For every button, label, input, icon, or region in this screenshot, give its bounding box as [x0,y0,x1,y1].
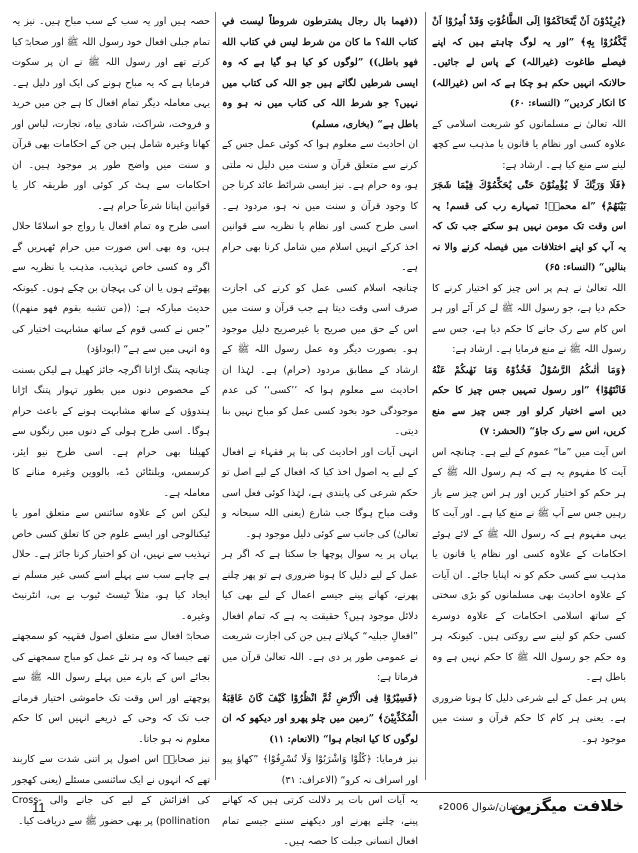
magazine-title: خلافت میگزین [511,796,624,815]
paragraph: یہاں پر یہ سوال پوچھا جا سکتا ہے کہ اگر ہر عمل کے لیے دلیل کا ہونا ضروری ہے تو پھر چلنے پھرنے، کھانے پینے جیسے اعمال کے لیے بھی کیا دلائل موجود ہیں؟ حقیقت یہ ہے کہ تمام افعال ”افعالِ جبلیہ“ کہلاتے ہیں جن کی اجازت شریعت نے عمومی طور پر دی ہے۔ اللہ تعالیٰ قرآن میں فرماتا ہے: [222,549,418,683]
paragraph: حصہ ہیں اور یہ سب کے سب مباح ہیں۔ نیز یہ تمام جبلی افعال خود رسول اللہ ﷺ اور صحابہؓ کیا کرتے تھے اور رسول اللہ ﷺ نے ان پر سکوت فرمایا ہے کہ یہ مباح ہونے کی ایک اور دلیل ہے۔ یہی معاملہ دیگر تمام افعال کا ہے جن میں خرید و فروخت، شراکت، شادی بیاہ، تجارت، لباس اور کھانا وغیرہ شامل ہیں جن کے احکامات بھی قرآن و سنت میں واضح طور پر موجود ہیں۔ ان احکامات سے ہٹ کر کوئی اور طریقہ کار یا قوانین اپنانا شرعاً حرام ہے۔ [12,16,210,212]
paragraph: ((فهما بال رجال يشترطون شروطاً ليست في كتاب الله؟ ما كان من شرط ليس في كتاب الله فهو باطل)) ”لوگوں کو کیا ہو گیا ہے کہ وہ ایسی شرطیں لگاتے ہیں جو اللہ کی کتاب میں نہیں؟ جو شرط اللہ کی کتاب میں نہ ہو وہ باطل ہے“ (بخاری، مسلم) [222,16,418,130]
paragraph: چنانچہ پتنگ اڑانا اگرچہ جائز کھیل ہے لیکن بسنت کے مخصوص دنوں میں بطور تہوار پتنگ اڑانا ہندوؤں کے ساتھ مشابہت ہونے کے باعث حرام ہوگا۔ اسی طرح ہولی کے دنوں میں رنگوں سے کھیلنا بھی حرام ہے۔ اسی طرح نیو ایئر، کرسمس، ویلنٹائن ڈے، بالووین وغیرہ منانے کا معاملہ ہے۔ [12,364,210,499]
paragraph: ﴿فَلَا وَرَبِّكَ لَا يُؤْمِنُوْنَ حَتّٰى يُحَكِّمُوْكَ فِيْمَا شَجَرَ بَيْنَهُمْ﴾ ”اے محمدؐ! تمہارے رب کی قسم! یہ اس وقت تک مومن نہیں ہو سکتے جب تک کہ یہ آپ کو اپنے اختلافات میں فیصلہ کرنے والا نہ بنالیں“ (النساء: ۶۵) [432,180,626,273]
paragraph: یہ آیات اس بات پر دلالت کرتی ہیں کہ کھانے پینے، چلنے پھرنے اور دیکھنے سننے جیسے تمام افعال انسانی جبلت کا حصہ ہیں۔ [222,795,418,847]
paragraph: صحابہؓ افعال سے متعلق اصول فقہیہ کو سمجھتے تھے جیسا کہ وہ ہر نئے عمل کو مباح سمجھنے کی بجائے اس کے بارے میں پہلے رسول اللہ ﷺ سے پوچھتے اور اس وقت تک خاموشی اختیار فرماتے جب تک کہ وحی کے ذریعے انہیں اس کا حکم معلوم نہ ہو جاتا۔ [12,631,210,745]
column-right [432,12,626,780]
column-divider [425,12,426,780]
column-divider [215,12,216,780]
paragraph: ﴿فَسِيْرُوْا فِى الْاَرْضِ ثُمَّ انْظُرُوْا كَيْفَ كَانَ عَاقِبَةُ الْمُكَذِّبِيْنَ﴾ ”زمین میں چلو پھرو اور دیکھو کہ ان لوگوں کا کیا انجام ہوا“ (الانعام: ۱۱) [222,692,418,745]
paragraph: ان احادیث سے معلوم ہوا کہ کوئی عمل جس کے کرنے سے متعلق قرآن و سنت میں دلیل نہ ملتی ہو، وہ حرام ہے۔ نیز ایسی شرائط عائد کرنا جن کا وجود قرآن و سنت میں نہ ہو، مردود ہے۔ اسی طرح کسی اور نظام یا نظریہ سے قوانین اخذ کرکے انہیں اسلام میں شامل کرنا بھی حرام ہے۔ [222,139,418,273]
paragraph: اللہ تعالیٰ نے ہم پر اس چیز کو اختیار کرنے کا حکم دیا ہے، جو رسول اللہ ﷺ لے کر آئے اور ہر اس کام سے رک جانے کا حکم دیا ہے، جس سے رسول اللہ ﷺ نے منع فرمایا ہے۔ ارشاد ہے: [432,282,626,355]
paragraph: اللہ تعالیٰ نے مسلمانوں کو شریعت اسلامی کے علاوہ کسی اور نظام یا قانون یا مذہب سے کچھ لینے سے منع کیا ہے۔ ارشاد ہے: [432,118,626,171]
paragraph: لیکن اس کے علاوہ سائنس سے متعلق امور یا ٹیکنالوجی اور ایسے علوم جن کا تعلق کسی خاص تہذیب سے نہیں، ان کو اختیار کرنا جائز ہے۔ حلال ہے چاہے سب سے پہلے اسے کسی غیر مسلم نے ایجاد کیا ہو، مثلاً ٹیسٹ ٹیوب بے بی، انٹرنیٹ وغیرہ۔ [12,508,210,622]
paragraph: ﴿يُرِيْدُوْنَ اَنْ يَّتَحَاكَمُوْا اِلَى الطَّاغُوْتِ وَقَدْ اُمِرُوْا اَنْ يَّكْفُرُوْا بِهٖ﴾ ”اور یہ لوگ چاہتے ہیں کہ اپنے فیصلے طاغوت (غیراللہ) کے پاس لے جائیں۔ حالانکہ انہیں حکم ہو چکا ہے کہ اس (غیراللہ) کا انکار کردیں“ (النساء: ۶۰) [432,16,626,109]
page-footer [0,786,638,826]
paragraph: اسی طرح وہ تمام افعال یا رواج جو اسلامًا حلال ہیں، وہ بھی اس صورت میں حرام ٹھہریں گے اگر وہ کسی خاص تہذیب، مذہب یا نظریہ سے پھوٹتے ہوں یا ان کی پہچان بن چکے ہوں۔ کیونکہ حدیث مبارکہ ہے: ((من تشبه بقوم فهو منهم)) ”جس نے کسی قوم کے ساتھ مشابہت اختیار کی وہ انہی میں سے ہے“ (ابوداؤد) [12,221,210,355]
paragraph: پس ہر عمل کے لیے شرعی دلیل کا ہونا ضروری ہے۔ یعنی ہر کام کا حکم قرآن و سنت میں موجود ہو۔ [432,692,626,745]
paragraph: ﴿وَمَا اٰتٰىكُمُ الرَّسُوْلُ فَخُذُوْهُ وَمَا نَهٰىكُمْ عَنْهُ فَانْتَهُوْا﴾ ”اور رسول تمہیں جس چیز کا حکم دیں اسے اختیار کرلو اور جس چیز سے منع کریں، اس سے رک جاؤ“ (الحشر: ۷) [432,364,626,437]
paragraph: نیز صحابہؓ اس اصول پر اتنی شدت سے کاربند تھے کہ انہوں نے ایک سائنسی مسئلے (یعنی کھجور کی افزائش کے لیے کی جانے والی Cross-pollination) پر بھی حضور ﷺ سے دریافت کیا۔ [12,754,210,827]
paragraph: چنانچہ اسلام کسی عمل کو کرنے کی اجازت صرف اسی وقت دیتا ہے جب قرآن و سنت میں اس کے حق میں صریح یا غیرصریح دلیل موجود ہو۔ بصورت دیگر وہ عمل رسول اللہ ﷺ کے ارشاد کے مطابق مردود (حرام) ہے۔ لہٰذا ان احادیث سے معلوم ہوا کہ ’’کسی‘‘ کی عدم موجودگی خود بخود کسی عمل کو مباح نہیں بنا دیتی۔ [222,282,418,437]
page-number: 11 [32,800,46,815]
paragraph: انہی آیات اور احادیث کی بنا پر فقہاء نے افعال کے لیے یہ اصول اخذ کیا کہ افعال کے لیے اصل تو حکم شرعی کی پابندی ہے، لہٰذا کوئی فعل اسی وقت مباح ہوگا جب شارع (یعنی اللہ سبحانہ و تعالیٰ) کی جانب سے کوئی دلیل موجود ہو۔ [222,446,418,540]
column-middle [222,12,418,847]
issue-date: رمضان/شوال 2006ء [438,802,528,813]
footer-rule [12,792,626,793]
paragraph: نیز فرمایا: ﴿كُلُوْا وَاشْرَبُوْا وَلَا تُسْرِفُوْا﴾ ”کھاؤ پیو اور اسراف نہ کرو“ (الاعراف: ۳۱) [222,754,418,786]
paragraph: اس آیت میں ”ما“ عموم کے لیے ہے۔ چنانچہ اس آیت کا مفہوم یہ ہے کہ ہم رسول اللہ ﷺ کے ہر حکم کو اختیار کریں اور ہر اس چیز سے باز رہیں جس سے آپ ﷺ نے منع کیا ہے۔ اور آیت کا یہی مفہوم ہے کہ رسول اللہ ﷺ کے لائے ہوئے احکامات کے علاوہ کسی اور نظام یا قانون یا مذہب سے کسی حکم کو نہ اپنایا جائے۔ ان آیات کے علاوہ احادیث بھی مسلمانوں کو بڑی سختی کے ساتھ اسلامی احکامات کے علاوہ دوسرے کسی حکم کو لینے سے روکتی ہیں۔ کیونکہ ہر وہ حکم جو رسول اللہ ﷺ کا حکم نہیں ہے وہ باطل ہے۔ [432,446,626,683]
